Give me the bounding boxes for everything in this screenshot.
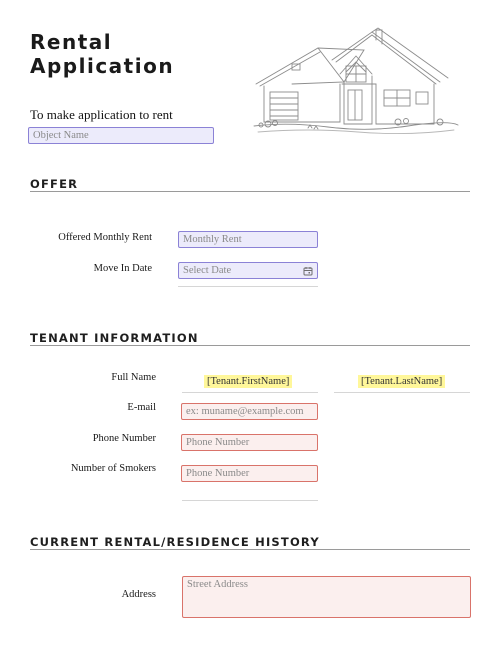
section-divider — [30, 549, 470, 550]
email-label: E-mail — [127, 402, 156, 413]
phone-placeholder: Phone Number — [186, 437, 250, 448]
calendar-icon[interactable] — [303, 266, 313, 276]
section-history-heading: CURRENT RENTAL/RESIDENCE HISTORY — [30, 535, 320, 549]
monthly-rent-input[interactable] — [178, 231, 318, 248]
smokers-label: Number of Smokers — [70, 463, 156, 474]
blank-field-line — [178, 286, 318, 287]
first-name-underline — [182, 392, 318, 393]
section-divider — [30, 191, 470, 192]
rent-label: Offered Monthly Rent — [58, 232, 152, 243]
house-illustration — [248, 26, 460, 136]
intro-text: To make application to rent — [30, 107, 173, 122]
section-divider — [30, 345, 470, 346]
street-address-input[interactable] — [182, 576, 471, 618]
first-name-tag: [Tenant.FirstName] — [204, 375, 292, 388]
phone-label: Phone Number — [92, 433, 156, 444]
last-name-field[interactable] — [358, 371, 445, 389]
last-name-tag: [Tenant.LastName] — [358, 375, 445, 388]
title-line-2: Application — [30, 54, 175, 78]
section-tenant-heading: TENANT INFORMATION — [30, 331, 199, 345]
blank-field-line — [182, 500, 318, 501]
full-name-label: Full Name — [111, 372, 156, 383]
phone-input[interactable] — [181, 434, 318, 451]
move-in-date-picker[interactable] — [178, 262, 318, 279]
object-name-placeholder: Object Name — [33, 130, 89, 141]
address-label: Address — [121, 589, 156, 600]
smokers-placeholder: Phone Number — [186, 468, 250, 479]
monthly-rent-placeholder: Monthly Rent — [183, 234, 242, 245]
email-input[interactable] — [181, 403, 318, 420]
move-in-label: Move In Date — [93, 263, 152, 274]
object-name-input[interactable] — [28, 127, 214, 144]
page-title — [30, 30, 250, 78]
street-address-placeholder: Street Address — [187, 579, 248, 590]
section-offer-heading: OFFER — [30, 177, 79, 191]
email-placeholder: ex: muname@example.com — [186, 406, 304, 417]
move-in-date-placeholder: Select Date — [183, 265, 232, 276]
title-line-1: Rental — [30, 30, 113, 54]
smokers-input[interactable] — [181, 465, 318, 482]
last-name-underline — [334, 392, 470, 393]
first-name-field[interactable] — [204, 371, 292, 389]
